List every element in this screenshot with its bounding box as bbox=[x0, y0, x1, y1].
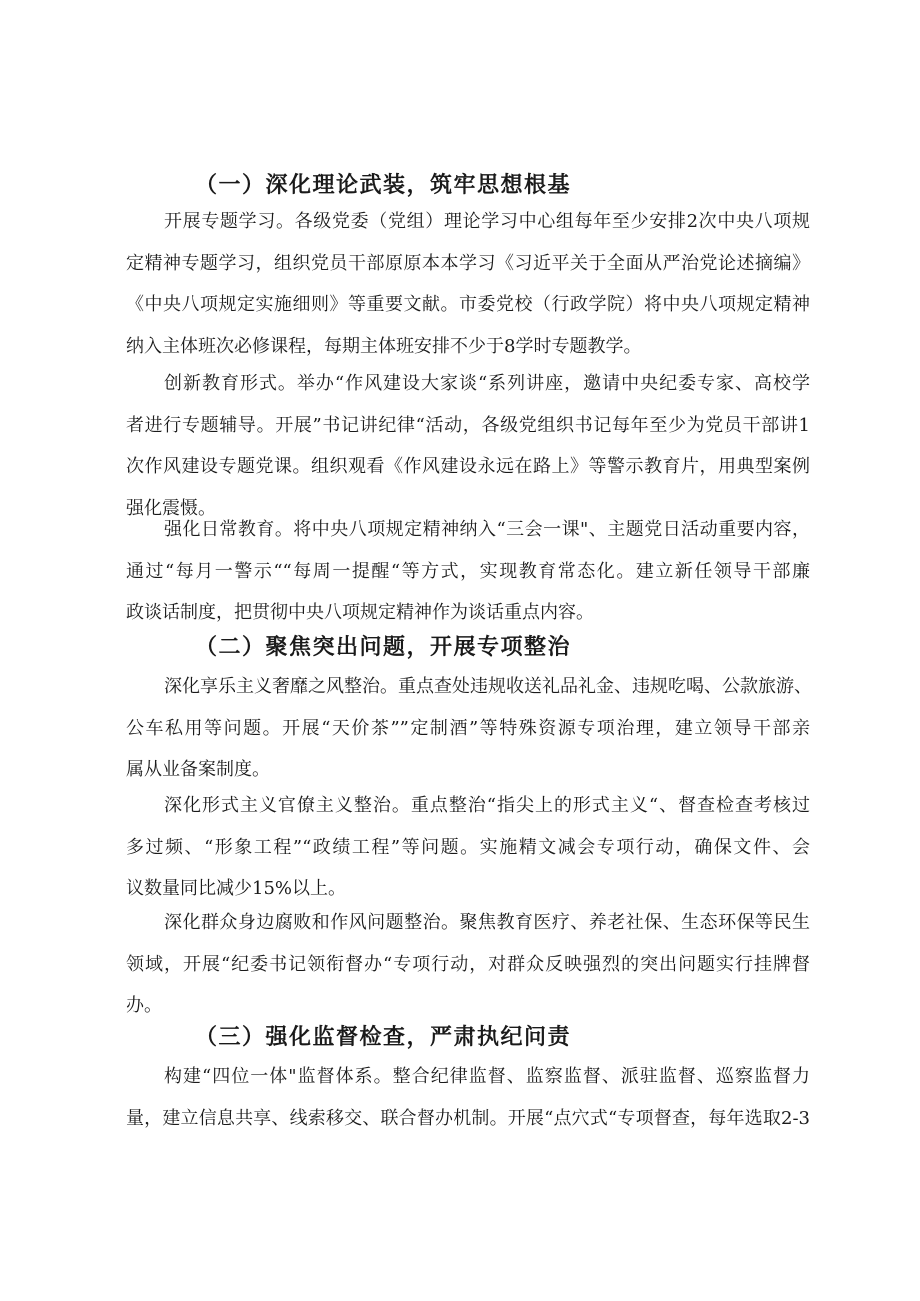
paragraph-2-2 bbox=[126, 785, 810, 910]
paragraph-1-3 bbox=[126, 509, 810, 634]
paragraph-line: 公车私用等问题。开展“天价茶””定制酒”等特殊资源专项治理，建立领导干部亲 bbox=[126, 717, 810, 739]
paragraph-line: 强化日常教育。将中央八项规定精神纳入“三会一课"、主题党日活动重要内容， bbox=[164, 519, 810, 540]
paragraph-3-1 bbox=[126, 1056, 810, 1139]
paragraph-line: 定精神专题学习，组织党员干部原原本本学习《习近平关于全面从严治党论述摘编》 bbox=[126, 252, 810, 274]
paragraph-line: 办。 bbox=[126, 995, 162, 1016]
paragraph-line: 深化享乐主义奢靡之风整治。重点查处违规收送礼品礼金、违规吃喝、公款旅游、 bbox=[164, 676, 812, 697]
paragraph-line: 量，建立信息共享、线索移交、联合督办机制。开展“点穴式“专项督查，每年选取2-3 bbox=[126, 1107, 810, 1129]
paragraph-2-1 bbox=[126, 666, 810, 791]
paragraph-line: 议数量同比减少15%以上。 bbox=[126, 878, 347, 899]
paragraph-line: 深化形式主义官僚主义整治。重点整治“指尖上的形式主义“、督查检查考核过 bbox=[164, 795, 810, 816]
paragraph-line: 通过“每月一警示““每周一提醒“等方式，实现教育常态化。建立新任领导干部廉 bbox=[126, 560, 810, 582]
paragraph-1-2 bbox=[126, 363, 810, 529]
paragraph-line: 次作风建设专题党课。组织观看《作风建设永远在路上》等警示教育片，用典型案例 bbox=[126, 456, 810, 477]
section-heading-1: （一）深化理论武装，筑牢思想根基 bbox=[195, 172, 572, 198]
paragraph-line: 多过频、“形象工程”“政绩工程”等问题。实施精文减会专项行动，确保文件、会 bbox=[126, 836, 810, 858]
paragraph-line: 领域，开展“纪委书记领衔督办“专项行动，对群众反映强烈的突出问题实行挂牌督 bbox=[126, 953, 810, 975]
paragraph-line: 构建“四位一体"监督体系。整合纪律监督、监察监督、派驻监督、巡察监督力 bbox=[164, 1066, 810, 1087]
paragraph-2-3 bbox=[126, 902, 810, 1027]
paragraph-line: 属从业备案制度。 bbox=[126, 759, 270, 780]
paragraph-line: 创新教育形式。举办“作风建设大家谈“系列讲座，邀请中央纪委专家、高校学 bbox=[164, 373, 810, 394]
section-heading-3: （三）强化监督检查，严肃执纪问责 bbox=[195, 1024, 572, 1050]
paragraph-line: 政谈话制度，把贯彻中央八项规定精神作为谈话重点内容。 bbox=[126, 602, 594, 623]
paragraph-line: 开展专题学习。各级党委（党组）理论学习中心组每年至少安排2次中央八项规 bbox=[164, 211, 810, 232]
paragraph-line: 强化震慑。 bbox=[126, 497, 216, 519]
section-heading-2: （二）聚焦突出问题，开展专项整治 bbox=[195, 634, 572, 660]
paragraph-line: 纳入主体班次必修课程，每期主体班安排不少于8学时专题教学。 bbox=[126, 335, 642, 357]
paragraph-1-1 bbox=[126, 201, 810, 367]
paragraph-line: 深化群众身边腐败和作风问题整治。聚焦教育医疗、养老社保、生态环保等民生 bbox=[164, 912, 810, 933]
paragraph-line: 者进行专题辅导。开展”书记讲纪律“活动，各级党组织书记每年至少为党员干部讲1 bbox=[126, 414, 810, 436]
paragraph-line: 《中央八项规定实施细则》等重要文献。市委党校（行政学院）将中央八项规定精神 bbox=[126, 294, 810, 315]
